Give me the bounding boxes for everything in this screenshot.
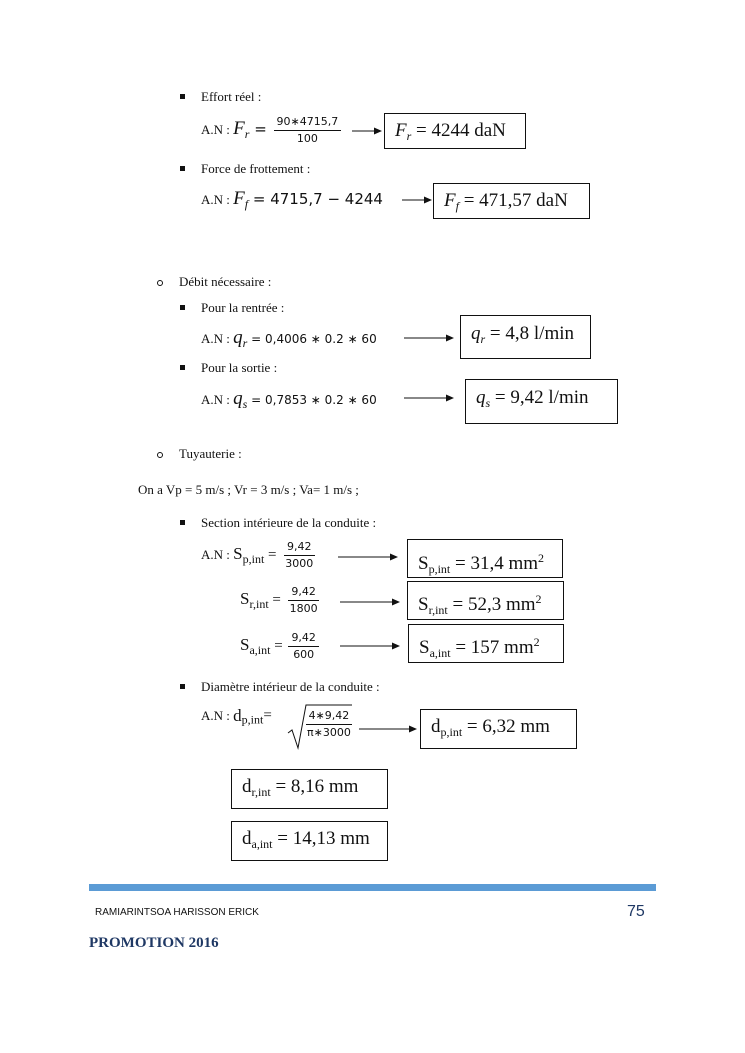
fraction: $\frac{9,42}{600}$ (288, 631, 319, 662)
effort-reel-result: $F_r = 4244$ daN (384, 113, 526, 149)
debit-rentree-result: $q_r = 4,8$ l/min (460, 315, 591, 359)
bullet-marker (180, 305, 185, 310)
bullet-marker (180, 520, 185, 525)
tuyauterie-heading: Tuyauterie : (179, 446, 242, 461)
fraction: $\frac{90∗4715,7}{100}$ (274, 115, 342, 146)
section-a-result: $S_{a,int} = 157$ $mm^2$ (408, 624, 564, 663)
bullet-marker (180, 94, 185, 99)
footer-promotion: PROMOTION 2016 (89, 935, 219, 951)
bullet-marker (180, 365, 185, 370)
bullet-marker (180, 166, 185, 171)
circle-bullet (157, 280, 163, 286)
force-frottement-result: $F_f = 471,57$ daN (433, 183, 590, 219)
section-r-result: $S_{r,int} = 52,3$ $mm^2$ (407, 581, 564, 620)
arrow-icon (338, 552, 398, 562)
force-frottement-label: Force de frottement : (201, 161, 311, 176)
footer-author: RAMIARINTSOA HARISSON ERICK (95, 907, 259, 918)
arrow-icon (402, 195, 432, 205)
diametre-label: Diamètre intérieur de la conduite : (201, 679, 380, 694)
diametre-p-result: $d_{p,int} = 6,32$ mm (420, 709, 577, 749)
an-prefix: A.N : (201, 122, 234, 138)
fraction: $\frac{9,42}{1800}$ (289, 585, 318, 615)
section-p-equation: A.N : $S_{p,int}$ = $\frac{9,42}{3000}$ (201, 540, 318, 571)
equation-equals: = (249, 120, 272, 139)
debit-heading: Débit nécessaire : (179, 274, 272, 289)
debit-sortie-result: $q_s = 9,42$ l/min (465, 379, 618, 424)
arrow-icon (352, 126, 382, 136)
section-a-equation: $S_{a,int}$ = $\frac{9,42}{600}$ (240, 631, 321, 662)
section-p-result: $S_{p,int} = 31,4$ $mm^2$ (407, 539, 563, 578)
sqrt-fraction: $\frac{4∗9,42}{\pi∗3000}$ (307, 709, 351, 739)
debit-sortie-equation: A.N : $q_s = 0,7853$ ∗ 0.2 ∗ 60 (201, 388, 377, 411)
debit-rentree-label: Pour la rentrée : (201, 300, 285, 315)
circle-bullet (157, 452, 163, 458)
bullet-marker (180, 684, 185, 689)
section-label: Section intérieure de la conduite : (201, 515, 377, 530)
equation-var: F (233, 118, 245, 140)
arrow-icon (359, 724, 417, 734)
effort-reel-equation (201, 115, 343, 146)
footer-divider (89, 884, 656, 891)
section-r-equation: $S_{r,int}$ = $\frac{9,42}{1800}$ (240, 585, 323, 616)
velocities-text: On a Vp = 5 m/s ; Vr = 3 m/s ; Va= 1 m/s ; (138, 482, 359, 497)
effort-reel-label: Effort réel : (201, 89, 262, 104)
arrow-icon (340, 641, 400, 651)
debit-sortie-label: Pour la sortie : (201, 360, 278, 375)
diametre-a-result: $d_{a,int} = 14,13$ mm (231, 821, 388, 861)
page-number: 75 (627, 903, 645, 920)
arrow-icon (404, 393, 454, 403)
arrow-icon (404, 333, 454, 343)
fraction: $\frac{9,42}{3000}$ (285, 540, 314, 570)
debit-rentree-equation: A.N : $q_r = 0,4006$ ∗ 0.2 ∗ 60 (201, 327, 377, 350)
equation-var-sub: r (244, 127, 250, 142)
arrow-icon (340, 597, 400, 607)
diametre-equation: A.N : $d_{p,int}=$ (201, 706, 272, 727)
diametre-r-result: $d_{r,int} = 8,16$ mm (231, 769, 388, 809)
force-frottement-equation: A.N : $F_f = 4715,7 - 4244$ (201, 188, 383, 211)
